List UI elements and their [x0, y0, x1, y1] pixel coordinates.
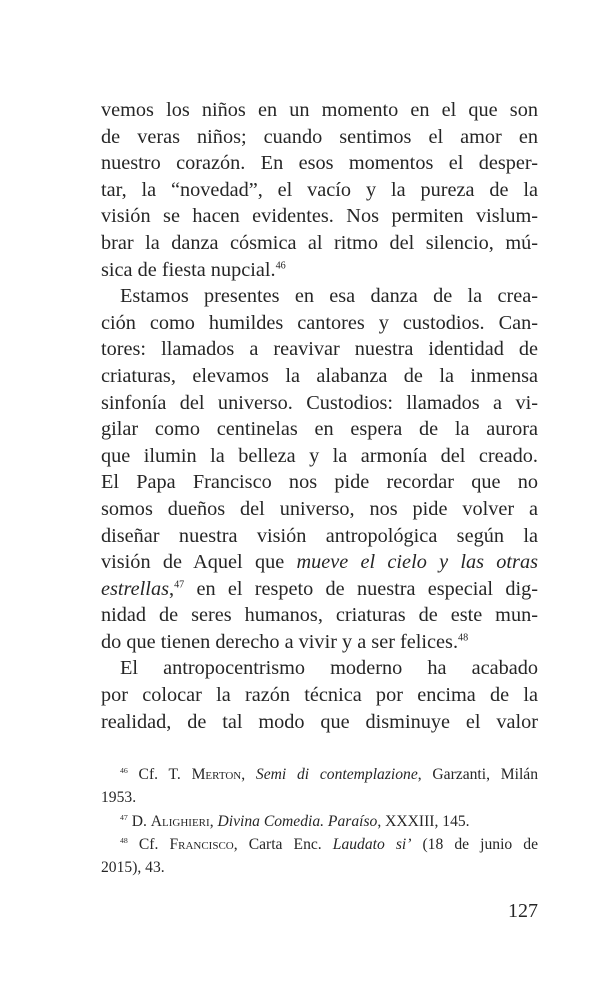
text-line [101, 310, 538, 337]
text-run: (18 de junio de [411, 835, 538, 853]
text-line [101, 97, 538, 124]
text-line [101, 177, 538, 204]
text-run: El antropocentrismo moderno ha acabado [120, 657, 538, 680]
text-line [101, 443, 538, 470]
footnote-line [101, 833, 538, 856]
text-line [101, 283, 538, 310]
text-run: D. [127, 812, 151, 830]
text-line [101, 602, 538, 629]
text-line [101, 496, 538, 523]
text-run: gilar como centinelas en espera de la aurora [101, 418, 538, 441]
text-line [101, 230, 538, 257]
footnote-reference: 48 [458, 632, 469, 644]
text-run: vemos los niños en un momento en el que son [101, 99, 538, 121]
body-text [101, 97, 538, 735]
text-run: tores: llamados a reavivar nuestra identidad de [101, 338, 538, 361]
author-name: Francisco [169, 835, 234, 853]
footnotes [101, 763, 538, 879]
text-run: , [241, 766, 256, 783]
text-run: criaturas, elevamos la alabanza de la inmensa [101, 364, 538, 387]
footnote-reference: 48 [120, 836, 128, 846]
text-run: por colocar la razón técnica por encima de la [101, 684, 538, 707]
footnote-line [101, 786, 538, 809]
italic-text: estrellas [101, 577, 169, 600]
text-run: visión se hacen evidentes. Nos permiten vislum- [101, 205, 538, 228]
text-line [101, 363, 538, 390]
text-line [101, 549, 538, 576]
text-line [101, 390, 538, 417]
text-run: , Carta Enc. [233, 835, 333, 853]
text-run: nidad de seres humanos, criaturas de este mun- [101, 604, 538, 627]
footnote-line [101, 763, 538, 786]
text-run: El Papa Francisco nos pide recordar que no [101, 471, 538, 494]
text-line [101, 523, 538, 550]
text-run: brar la danza cósmica al ritmo del silencio, mú- [101, 231, 538, 254]
text-run: realidad, de tal modo que disminuye el valor [101, 710, 538, 733]
text-run: , [209, 812, 218, 830]
text-line [101, 150, 538, 177]
text-run: , XXXIII, 145. [377, 812, 470, 830]
text-run: sica de fiesta nupcial. [101, 258, 276, 281]
text-line [101, 655, 538, 682]
text-line [101, 629, 538, 656]
footnote-reference: 46 [275, 259, 286, 271]
text-run: sinfonía del universo. Custodios: llamados a vi- [101, 391, 538, 414]
text-run: tar, la “novedad”, el vacío y la pureza de la [101, 178, 538, 201]
text-run: de veras niños; cuando sentimos el amor en [101, 125, 538, 148]
text-run: , [168, 577, 175, 600]
text-run: Cf. T. [127, 766, 192, 783]
text-run: diseñar nuestra visión antropológica según la [101, 524, 538, 547]
text-run: Estamos presentes en esa danza de la crea- [120, 285, 538, 308]
text-line [101, 416, 538, 443]
text-run: visión de Aquel que [101, 551, 297, 574]
footnote-reference: 47 [120, 812, 128, 822]
text-line [101, 709, 538, 736]
text-run: do que tienen derecho a vivir y a ser felices. [101, 630, 459, 653]
footnote-line [101, 856, 538, 879]
text-line [101, 469, 538, 496]
text-run: que ilumin la belleza y la armonía del creado. [101, 444, 538, 467]
italic-text: Semi di contemplazione [255, 766, 418, 783]
text-run: , Garzanti, Milán [417, 766, 538, 783]
page-number: 127 [508, 900, 538, 922]
text-run: ción como humildes cantores y custodios. Can- [101, 311, 538, 334]
italic-text: Divina Comedia. Paraíso [217, 812, 378, 830]
text-line [101, 203, 538, 230]
text-run: 1953. [101, 789, 137, 807]
text-line [101, 124, 538, 151]
author-name: Merton [191, 766, 242, 783]
text-line [101, 336, 538, 363]
footnote-line [101, 810, 538, 833]
text-run: nuestro corazón. En esos momentos el desper- [101, 152, 538, 175]
italic-text: Laudato si’ [332, 835, 412, 853]
footnote-reference: 46 [120, 766, 128, 776]
italic-text: mueve el cielo y las otras [296, 551, 538, 574]
author-name: Alighieri [150, 812, 210, 830]
text-run: 2015), 43. [101, 859, 165, 877]
text-run: en el respeto de nuestra especial dig- [184, 577, 538, 600]
footnote-reference: 47 [174, 579, 185, 591]
text-line [101, 682, 538, 709]
text-run: somos dueños del universo, nos pide volver a [101, 497, 538, 520]
text-run: Cf. [127, 835, 170, 853]
text-line [101, 576, 538, 603]
text-line [101, 257, 538, 284]
